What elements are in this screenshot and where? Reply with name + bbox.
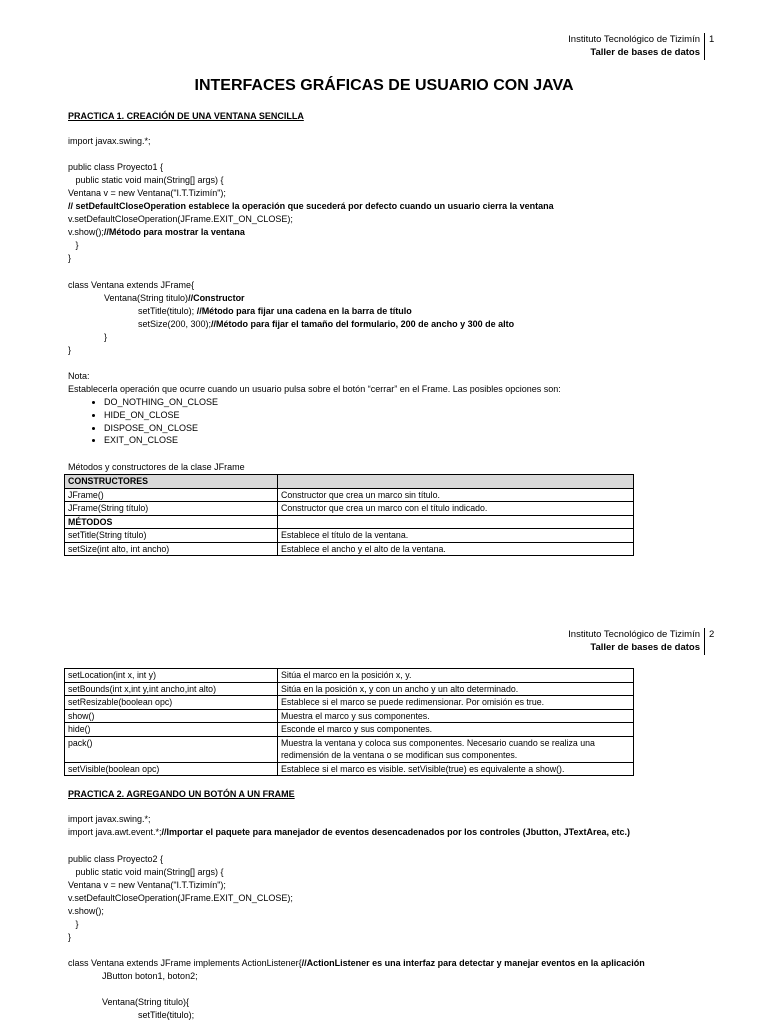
table-cell xyxy=(278,515,634,529)
code-comment xyxy=(68,200,554,213)
table-cell: Establece si el marco se puede redimensionar. Por omisión es true. xyxy=(278,696,634,710)
comment-text: //Constructor xyxy=(188,293,245,303)
table-cell: hide() xyxy=(65,723,278,737)
code-text: Ventana(String titulo) xyxy=(104,293,189,303)
code-text: import java.awt.event.*; xyxy=(68,827,162,837)
comment-text: //Importar el paquete para manejador de eventos desencadenados por los controles (Jbutton, JTextArea, etc.) xyxy=(161,827,630,837)
code-line: } xyxy=(68,345,72,355)
code-line: Ventana v = new Ventana("I.T.Tizimín"); xyxy=(68,188,226,198)
table-cell: JFrame(String título) xyxy=(65,502,278,516)
table-row xyxy=(65,723,634,737)
code-line: v.show(); xyxy=(68,906,104,916)
code-line: JButton boton1, boton2; xyxy=(102,971,198,981)
code-text: class Ventana extends JFrame implements ActionListener{ xyxy=(68,958,302,968)
header-course: Taller de bases de datos xyxy=(590,47,700,58)
header-institution: Instituto Tecnológico de Tizimín xyxy=(568,629,700,640)
jframe-methods-table-continued xyxy=(64,668,634,776)
code-text: setSize(200, 300); xyxy=(138,319,212,329)
note-label: Nota: xyxy=(68,371,90,381)
comment-text: // setDefaultCloseOperation establece la operación que sucederá por defecto cuando un usuario cierra la ventana xyxy=(68,201,554,211)
document-title: INTERFACES GRÁFICAS DE USUARIO CON JAVA xyxy=(194,77,574,94)
code-line: v.setDefaultCloseOperation(JFrame.EXIT_ON_CLOSE); xyxy=(68,893,293,903)
table-cell: setTitle(String título) xyxy=(65,529,278,543)
code-line: Ventana(String titulo){ xyxy=(102,997,190,1007)
code-line xyxy=(104,292,245,305)
header-divider xyxy=(704,33,705,60)
jframe-methods-table xyxy=(64,474,634,556)
page-number: 1 xyxy=(709,34,715,45)
practice-1-heading: PRACTICA 1. CREACIÓN DE UNA VENTANA SENCILLA xyxy=(68,111,304,121)
table-cell: pack() xyxy=(65,736,278,762)
page-header xyxy=(568,33,700,59)
table-row xyxy=(65,696,634,710)
table-row xyxy=(65,515,634,529)
code-line: import javax.swing.*; xyxy=(68,136,151,146)
practice-2-heading: PRACTICA 2. AGREGANDO UN BOTÓN A UN FRAME xyxy=(68,789,295,799)
table-row xyxy=(65,669,634,683)
comment-text: //Método para mostrar la ventana xyxy=(103,227,245,237)
comment-text: //Método para fijar el tamaño del formulario, 200 de ancho y 300 de alto xyxy=(211,319,515,329)
table-row xyxy=(65,529,634,543)
code-line xyxy=(138,305,412,318)
table-row xyxy=(65,682,634,696)
code-line xyxy=(68,957,645,970)
code-line: } xyxy=(104,332,108,342)
table-cell: JFrame() xyxy=(65,488,278,502)
code-line: } xyxy=(68,932,72,942)
code-line: Ventana v = new Ventana("I.T.Tizimín"); xyxy=(68,880,226,890)
table-row xyxy=(65,709,634,723)
list-item: • DISPOSE_ON_CLOSE xyxy=(104,422,218,435)
table-row xyxy=(65,762,634,776)
table-cell: Constructor que crea un marco sin título. xyxy=(278,488,634,502)
code-line: } xyxy=(68,240,79,250)
table-cell: Establece si el marco es visible. setVisible(true) es equivalente a show(). xyxy=(278,762,634,776)
table-cell xyxy=(278,475,634,489)
code-line: import javax.swing.*; xyxy=(68,814,151,824)
table-cell: Esconde el marco y sus componentes. xyxy=(278,723,634,737)
code-line: } xyxy=(68,253,72,263)
table-cell: setSize(int alto, int ancho) xyxy=(65,542,278,556)
table-cell: Establece el título de la ventana. xyxy=(278,529,634,543)
list-item: • DO_NOTHING_ON_CLOSE xyxy=(104,396,218,409)
table-cell: setBounds(int x,int y,int ancho,int alto) xyxy=(65,682,278,696)
header-divider xyxy=(704,628,705,655)
code-line: public class Proyecto1 { xyxy=(68,162,164,172)
code-line xyxy=(138,318,514,331)
code-text: v.show(); xyxy=(68,227,104,237)
code-line: public class Proyecto2 { xyxy=(68,854,164,864)
table-cell: show() xyxy=(65,709,278,723)
code-line: public static void main(String[] args) { xyxy=(68,867,224,877)
table-cell: Establece el ancho y el alto de la ventana. xyxy=(278,542,634,556)
table-row xyxy=(65,488,634,502)
table-cell: Sitúa el marco en la posición x, y. xyxy=(278,669,634,683)
table-cell: setResizable(boolean opc) xyxy=(65,696,278,710)
table-cell: Muestra el marco y sus componentes. xyxy=(278,709,634,723)
table-cell: setLocation(int x, int y) xyxy=(65,669,278,683)
page-header xyxy=(568,628,700,654)
table-caption: Métodos y constructores de la clase JFrame xyxy=(68,462,245,472)
page-number: 2 xyxy=(709,629,715,640)
close-options-list xyxy=(68,396,218,447)
comment-text: //Método para fijar una cadena en la barra de título xyxy=(196,306,412,316)
table-section-header: CONSTRUCTORES xyxy=(65,475,278,489)
page-2 xyxy=(0,597,768,1024)
header-institution: Instituto Tecnológico de Tizimín xyxy=(568,34,700,45)
header-course: Taller de bases de datos xyxy=(590,642,700,653)
table-row xyxy=(65,475,634,489)
table-cell: Sitúa en la posición x, y con un ancho y un alto determinado. xyxy=(278,682,634,696)
table-cell: setVisible(boolean opc) xyxy=(65,762,278,776)
note-text: Establecerla operación que ocurre cuando un usuario pulsa sobre el botón “cerrar” en el Frame. Las posibles opciones son: xyxy=(68,384,561,394)
code-text: setTitle(titulo); xyxy=(138,306,197,316)
list-item: • EXIT_ON_CLOSE xyxy=(104,434,218,447)
table-row xyxy=(65,502,634,516)
table-row xyxy=(65,542,634,556)
code-line xyxy=(68,826,630,839)
code-line: public static void main(String[] args) { xyxy=(68,175,224,185)
list-item: • HIDE_ON_CLOSE xyxy=(104,409,218,422)
code-line: class Ventana extends JFrame{ xyxy=(68,280,195,290)
table-row xyxy=(65,736,634,762)
code-line xyxy=(68,226,245,239)
code-line: v.setDefaultCloseOperation(JFrame.EXIT_ON_CLOSE); xyxy=(68,214,293,224)
code-line: } xyxy=(68,919,79,929)
table-cell: Muestra la ventana y coloca sus componentes. Necesario cuando se realiza una redimensión de la ventana o se modifican sus componentes. xyxy=(278,736,634,762)
table-cell: Constructor que crea un marco con el título indicado. xyxy=(278,502,634,516)
code-line: setTitle(titulo); xyxy=(138,1010,195,1020)
comment-text: //ActionListener es una interfaz para detectar y manejar eventos en la aplicación xyxy=(301,958,645,968)
table-section-header: MÉTODOS xyxy=(65,515,278,529)
